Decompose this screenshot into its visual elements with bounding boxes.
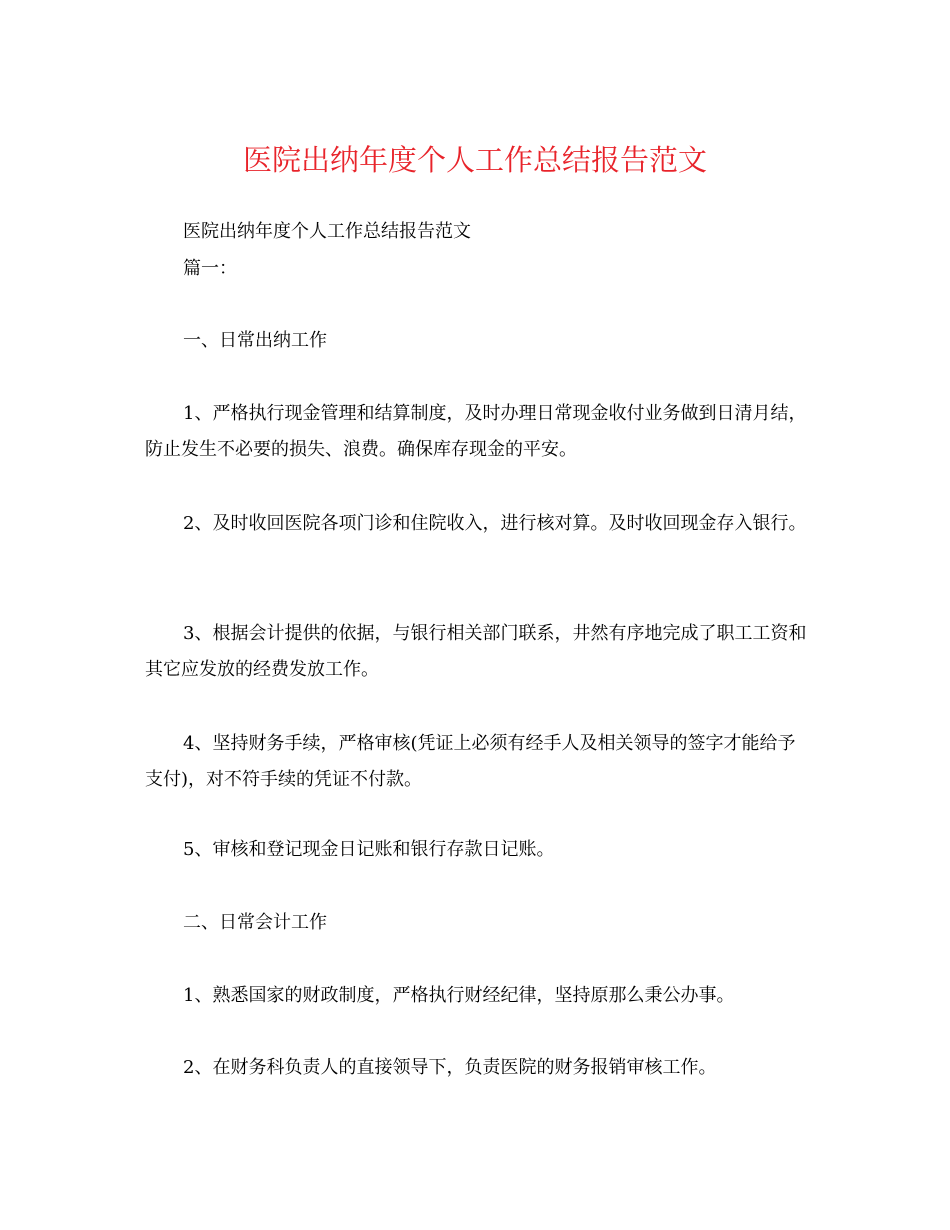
section1-heading: 一、日常出纳工作 [183, 330, 327, 351]
s1-item-4: 4、坚持财务手续，严格审核(凭证上必须有经手人及相关领导的签字才能给予支付)，对不符手续的凭证不付款。 [145, 733, 796, 790]
s1-item-5: 5、审核和登记现金日记账和银行存款日记账。 [183, 839, 555, 860]
s2-item-2: 2、在财务科负责人的直接领导下，负责医院的财务报销审核工作。 [183, 1057, 717, 1078]
s1-item-3: 3、根据会计提供的依据，与银行相关部门联系，井然有序地完成了职工工资和其它应发放的经费发放工作。 [145, 623, 807, 680]
s1-item-2: 2、及时收回医院各项门诊和住院收入，进行核对算。及时收回现金存入银行。 [183, 513, 807, 534]
s2-item-1: 1、熟悉国家的财政制度，严格执行财经纪律，坚持原那么秉公办事。 [183, 985, 735, 1006]
subtitle: 医院出纳年度个人工作总结报告范文 [183, 221, 471, 242]
s1-item-1: 1、严格执行现金管理和结算制度，及时办理日常现金收付业务做到日清月结，防止发生不必要的损失、浪费。确保库存现金的平安。 [145, 403, 807, 460]
part-label: 篇一： [183, 258, 237, 279]
document-title: 医院出纳年度个人工作总结报告范文 [242, 143, 707, 177]
section2-heading: 二、日常会计工作 [183, 912, 327, 933]
